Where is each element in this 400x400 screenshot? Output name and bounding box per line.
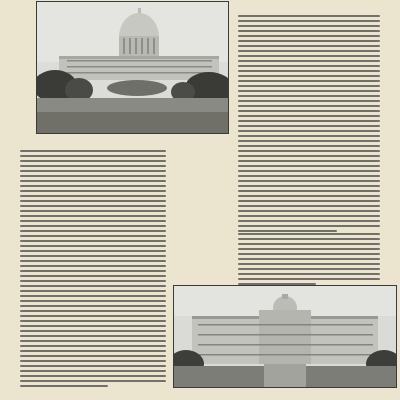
capitol-image (37, 2, 228, 133)
capitol-photo (36, 1, 229, 134)
library-photo (173, 285, 397, 388)
left-column-text (20, 150, 166, 390)
library-image (174, 286, 396, 387)
right-column-text-top (238, 15, 380, 235)
right-column-text-bottom (238, 233, 380, 288)
